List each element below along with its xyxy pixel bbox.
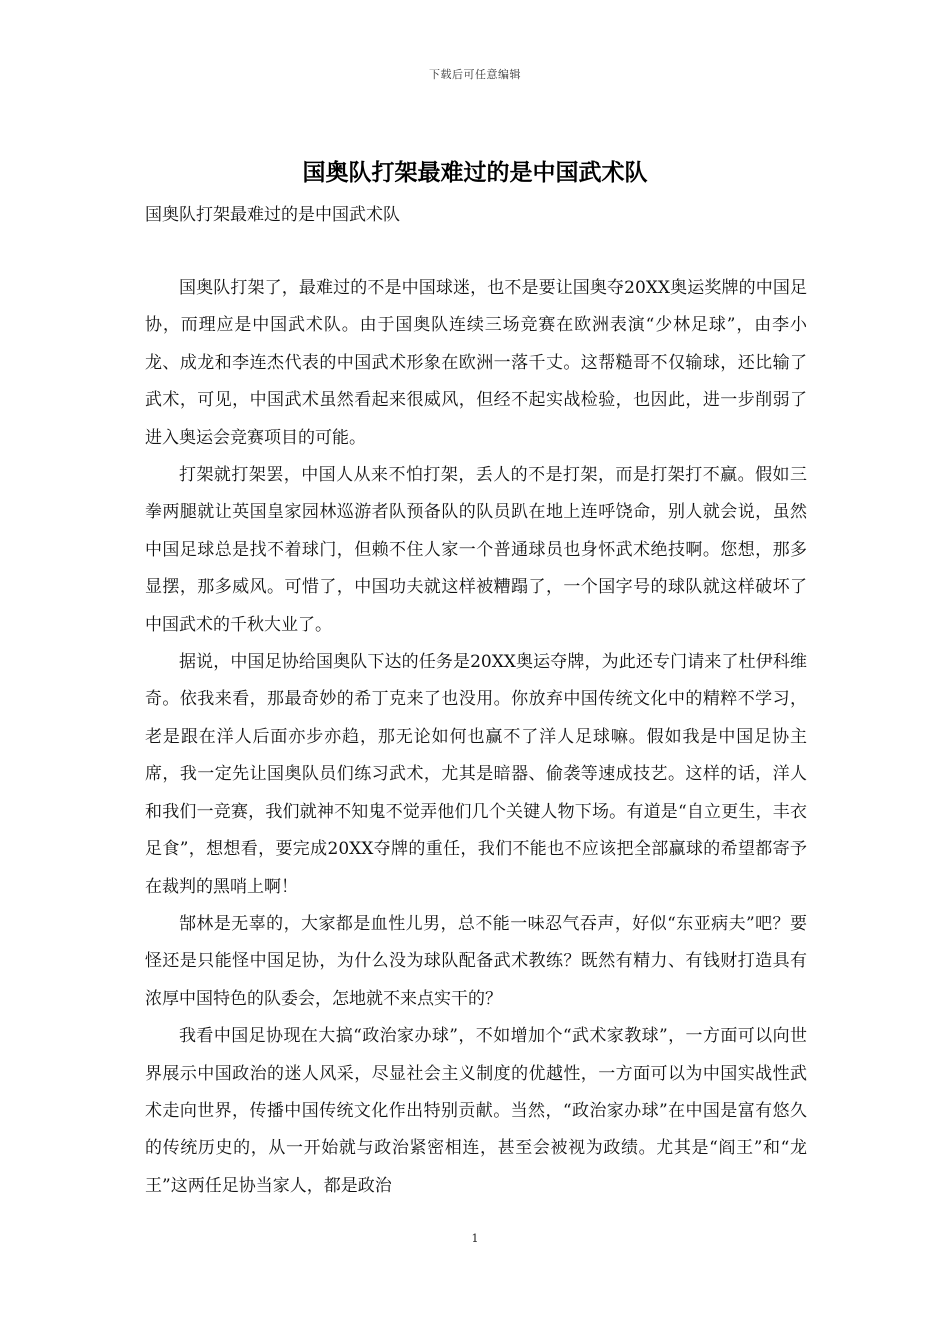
paragraph: 打架就打架罢，中国人从来不怕打架，丢人的不是打架，而是打架打不赢。假如三拳两腿就让英国皇家园林巡游者队预备队的队员趴在地上连呼饶命，别人就会说，虽然中国足球总是找不着球门，但赖不住人家一个普通球员也身怀武术绝技啊。您想，那多显摆，那多威风。可惜了，中国功夫就这样被糟蹋了，一个国字号的球队就这样破坏了中国武术的千秋大业了。 <box>145 465 807 635</box>
paragraph: 郜林是无辜的，大家都是血性儿男，总不能一味忍气吞声，好似“东亚病夫”吧？要怪还是只能怪中国足协，为什么没为球队配备武术教练？既然有精力、有钱财打造具有浓厚中国特色的队委会，怎地就不来点实干的？ <box>145 913 807 1009</box>
document-title: 国奥队打架最难过的是中国武术队 <box>302 159 648 186</box>
paragraph: 我看中国足协现在大搞“政治家办球”，不如增加个“武术家教球”，一方面可以向世界展示中国政治的迷人风采，尽显社会主义制度的优越性，一方面可以为中国实战性武术走向世界，传播中国传统文化作出特别贡献。当然，“政治家办球”在中国是富有悠久的传统历史的，从一开始就与政治紧密相连，甚至会被视为政绩。尤其是“阎王”和“龙王”这两任足协当家人，都是政治 <box>145 1026 807 1196</box>
paragraph: 国奥队打架了，最难过的不是中国球迷，也不是要让国奥夺20XX奥运奖牌的中国足协，而理应是中国武术队。由于国奥队连续三场竞赛在欧洲表演“少林足球”，由李小龙、成龙和李连杰代表的中国武术形象在欧洲一落千丈。这帮糙哥不仅输球，还比输了武术，可见，中国武术虽然看起来很威风，但经不起实战检验，也因此，进一步削弱了进入奥运会竞赛项目的可能。 <box>145 278 807 448</box>
paragraph: 据说，中国足协给国奥队下达的任务是20XX奥运夺牌，为此还专门请来了杜伊科维奇。依我来看，那最奇妙的希丁克来了也没用。你放弃中国传统文化中的精粹不学习，老是跟在洋人后面亦步亦趋，那无论如何也赢不了洋人足球嘛。假如我是中国足协主席，我一定先让国奥队员们练习武术，尤其是暗器、偷袭等速成技艺。这样的话，洋人和我们一竞赛，我们就神不知鬼不觉弄他们几个关键人物下场。有道是“自立更生，丰衣足食”，想想看，要完成20XX夺牌的重任，我们不能也不应该把全部赢球的希望都寄予在裁判的黑哨上啊！ <box>145 652 807 897</box>
document-body <box>145 270 807 1205</box>
header-note: 下载后可任意编辑 <box>429 68 521 81</box>
page-number: 1 <box>471 1232 479 1245</box>
document-subtitle: 国奥队打架最难过的是中国武术队 <box>145 205 400 225</box>
